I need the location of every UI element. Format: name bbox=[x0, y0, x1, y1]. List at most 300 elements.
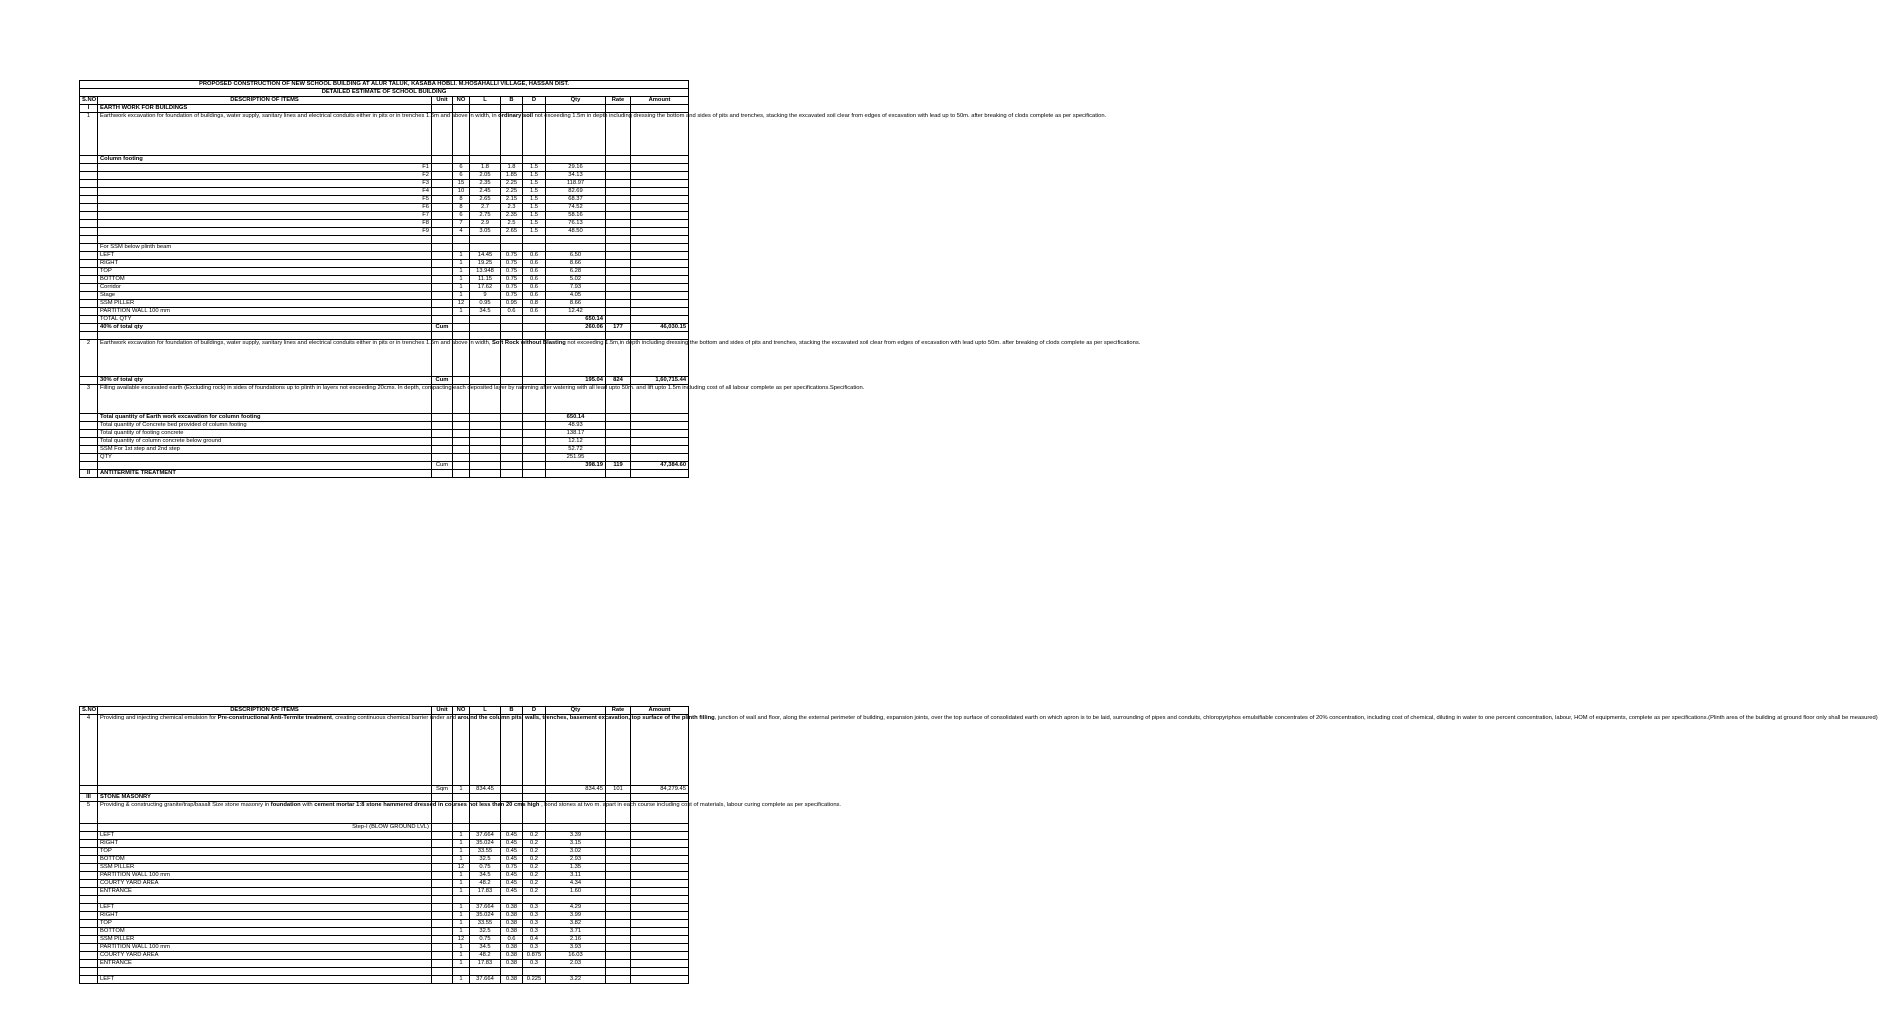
breadth: 0.45 bbox=[501, 880, 523, 888]
length: 37.664 bbox=[470, 976, 501, 984]
row-label: SSM For 1st step and 2nd step bbox=[98, 446, 432, 454]
length: 32.5 bbox=[470, 928, 501, 936]
unit: Cum bbox=[432, 324, 453, 332]
item-row bbox=[80, 340, 689, 377]
row-label: BOTTOM bbox=[98, 856, 432, 864]
table-row bbox=[80, 880, 689, 888]
breadth: 0.38 bbox=[501, 928, 523, 936]
row-label: COURTY YARD AREA bbox=[98, 880, 432, 888]
table-row bbox=[80, 204, 689, 212]
length: 35.024 bbox=[470, 840, 501, 848]
column-header-row bbox=[80, 707, 689, 715]
depth: 1.5 bbox=[523, 212, 546, 220]
breadth: 2.25 bbox=[501, 180, 523, 188]
item-description: Earthwork excavation for foundation of buildings, water supply, sanitary lines and electrical conduits either in pits or in trenches 1.5m and above in width, Soft Rock without Blasting not exceeding 1.5m,in depth including dressing the bottom and sides of pits and trenches, stacking the excavated soil clear from edges of excavation with lead upto 50m. after breaking of clods complete as per specifications. bbox=[98, 340, 432, 377]
table-row bbox=[80, 422, 689, 430]
row-label: LEFT bbox=[98, 904, 432, 912]
length: 0.95 bbox=[470, 300, 501, 308]
count: 1 bbox=[453, 912, 470, 920]
qty: 12.12 bbox=[546, 438, 606, 446]
row-label: SSM PILLER bbox=[98, 300, 432, 308]
col-header: Unit bbox=[432, 707, 453, 715]
length: 34.5 bbox=[470, 944, 501, 952]
section-number: I bbox=[80, 105, 98, 113]
table-row bbox=[80, 944, 689, 952]
depth: 0.3 bbox=[523, 928, 546, 936]
row-label: F3 bbox=[98, 180, 432, 188]
row-label: LEFT bbox=[98, 252, 432, 260]
count: 1 bbox=[453, 976, 470, 984]
depth: 0.2 bbox=[523, 888, 546, 896]
depth: 0.3 bbox=[523, 904, 546, 912]
table-row bbox=[80, 212, 689, 220]
count: 12 bbox=[453, 864, 470, 872]
breadth: 0.75 bbox=[501, 252, 523, 260]
subheading-row bbox=[80, 156, 689, 164]
breadth: 0.38 bbox=[501, 904, 523, 912]
table-row bbox=[80, 220, 689, 228]
breadth: 0.38 bbox=[501, 920, 523, 928]
table-row bbox=[80, 292, 689, 300]
row-label: TOP bbox=[98, 848, 432, 856]
qty: 3.02 bbox=[546, 848, 606, 856]
count: 1 bbox=[453, 292, 470, 300]
item-row bbox=[80, 113, 689, 156]
table-row bbox=[80, 430, 689, 438]
count: 15 bbox=[453, 180, 470, 188]
count: 1 bbox=[453, 786, 470, 794]
qty: 3.15 bbox=[546, 840, 606, 848]
depth: 0.2 bbox=[523, 840, 546, 848]
qty: 58.16 bbox=[546, 212, 606, 220]
length: 1.8 bbox=[470, 164, 501, 172]
depth: 1.5 bbox=[523, 220, 546, 228]
length: 17.62 bbox=[470, 284, 501, 292]
rate: 824 bbox=[606, 377, 631, 385]
item-description: Earthwork excavation for foundation of buildings, water supply, sanitary lines and electrical conduits either in pits or in trenches 1.5m and above in width, in ordinary soil not exceeding 1.5m in depth including dressing the bottom and sides of pits and trenches, stacking the excavated soil clear from edges of excavation with lead up to 50m. after breaking of clods complete as per specification. bbox=[98, 113, 432, 156]
row-label: F6 bbox=[98, 204, 432, 212]
row-label: TOP bbox=[98, 920, 432, 928]
section-title: EARTH WORK FOR BUILDINGS bbox=[98, 105, 432, 113]
row-label: BOTTOM bbox=[98, 276, 432, 284]
col-header: DESCRIPTION OF ITEMS bbox=[98, 97, 432, 105]
depth: 0.2 bbox=[523, 872, 546, 880]
row-label: Total quantity of footing concrete bbox=[98, 430, 432, 438]
table-row bbox=[80, 976, 689, 984]
qty: 195.04 bbox=[546, 377, 606, 385]
col-header: D bbox=[523, 707, 546, 715]
item-description: Filling available excavated earth (Excluding rock) in sides of foundations up to plinth in layers not exceeding 20cms. In depth, compacting each deposited layer by ramming after watering with all lead upto 50m. and lift upto 1.5m including cost of all labour complete as per specifications.Specification. bbox=[98, 385, 432, 414]
count: 1 bbox=[453, 960, 470, 968]
table-row bbox=[80, 276, 689, 284]
row-label: QTY bbox=[98, 454, 432, 462]
breadth: 0.75 bbox=[501, 864, 523, 872]
amount: 46,030.15 bbox=[631, 324, 689, 332]
item-total-row bbox=[80, 462, 689, 470]
table-row bbox=[80, 856, 689, 864]
table-row bbox=[80, 414, 689, 422]
column-header-row bbox=[80, 97, 689, 105]
qty: 3.99 bbox=[546, 912, 606, 920]
col-header: NO bbox=[453, 97, 470, 105]
table-row bbox=[80, 268, 689, 276]
row-label: Stage bbox=[98, 292, 432, 300]
table-row bbox=[80, 172, 689, 180]
item-number: 4 bbox=[80, 715, 98, 786]
unit: Sqm bbox=[432, 786, 453, 794]
count: 12 bbox=[453, 936, 470, 944]
amount: 47,384.60 bbox=[631, 462, 689, 470]
row-label: F8 bbox=[98, 220, 432, 228]
qty: 3.22 bbox=[546, 976, 606, 984]
length: 17.83 bbox=[470, 888, 501, 896]
item-description: Providing and injecting chemical emulsion for Pre-constructional Anti-Termite treatment, creating continuous chemical barrier under and around the column pits, walls, trenches, basement excavation, top surface of the plinth filling, junction of wall and floor, along the external perimeter of building, expansion joints, over the top surface of consolidated earth on which apron is to be laid, surrounding of pipes and conduits, chloropyriphos emulsifiable concentrates of 20% concentration, including cost of chemical, diluting in water to one percent concentration, labour, HOM of equipments, complete as per specifications.(Plinth area of the building at ground floor only shall be measured) bbox=[98, 715, 432, 786]
row-label: F5 bbox=[98, 196, 432, 204]
count: 1 bbox=[453, 840, 470, 848]
col-header: Rate bbox=[606, 97, 631, 105]
table-row bbox=[80, 308, 689, 316]
col-header: Unit bbox=[432, 97, 453, 105]
qty: 68.37 bbox=[546, 196, 606, 204]
item-total-row bbox=[80, 786, 689, 794]
count: 1 bbox=[453, 880, 470, 888]
total-qty: 650.14 bbox=[546, 316, 606, 324]
depth: 0.6 bbox=[523, 276, 546, 284]
depth: 1.5 bbox=[523, 196, 546, 204]
qty: 3.11 bbox=[546, 872, 606, 880]
breadth: 0.45 bbox=[501, 848, 523, 856]
breadth: 0.45 bbox=[501, 888, 523, 896]
length: 33.55 bbox=[470, 848, 501, 856]
col-header: B bbox=[501, 707, 523, 715]
qty: 8.66 bbox=[546, 300, 606, 308]
qty: 8.66 bbox=[546, 260, 606, 268]
ssm-rows bbox=[80, 252, 689, 316]
depth: 0.6 bbox=[523, 252, 546, 260]
amount: 1,60,715.44 bbox=[631, 377, 689, 385]
table-row bbox=[80, 872, 689, 880]
count: 1 bbox=[453, 260, 470, 268]
qty: 74.52 bbox=[546, 204, 606, 212]
depth: 1.5 bbox=[523, 228, 546, 236]
row-label: COURTY YARD AREA bbox=[98, 952, 432, 960]
breadth: 0.45 bbox=[501, 840, 523, 848]
table-row bbox=[80, 188, 689, 196]
breadth: 0.38 bbox=[501, 912, 523, 920]
qty: 16.03 bbox=[546, 952, 606, 960]
row-label: LEFT bbox=[98, 832, 432, 840]
length: 37.664 bbox=[470, 904, 501, 912]
depth: 0.4 bbox=[523, 936, 546, 944]
length: 2.65 bbox=[470, 196, 501, 204]
length: 35.024 bbox=[470, 912, 501, 920]
col-header: Amount bbox=[631, 97, 689, 105]
qty: 7.93 bbox=[546, 284, 606, 292]
count: 1 bbox=[453, 944, 470, 952]
row-label: BOTTOM bbox=[98, 928, 432, 936]
length: 34.5 bbox=[470, 872, 501, 880]
count: 1 bbox=[453, 848, 470, 856]
rate: 101 bbox=[606, 786, 631, 794]
table-row bbox=[80, 438, 689, 446]
row-label: PARTITION WALL 100 mm bbox=[98, 872, 432, 880]
row-label: SSM PILLER bbox=[98, 864, 432, 872]
row-label: RIGHT bbox=[98, 260, 432, 268]
qty: 5.02 bbox=[546, 276, 606, 284]
footing-rows bbox=[80, 164, 689, 236]
row-label: F4 bbox=[98, 188, 432, 196]
item-number: 3 bbox=[80, 385, 98, 414]
count: 1 bbox=[453, 832, 470, 840]
row-label: Total quantity of Earth work excavation for column footing bbox=[98, 414, 432, 422]
breadth: 1.85 bbox=[501, 172, 523, 180]
table-row bbox=[80, 252, 689, 260]
depth: 1.5 bbox=[523, 180, 546, 188]
breadth: 0.38 bbox=[501, 952, 523, 960]
step-label-row bbox=[80, 824, 689, 832]
depth: 0.6 bbox=[523, 284, 546, 292]
depth: 0.8 bbox=[523, 300, 546, 308]
estimate-sheet-page-2 bbox=[79, 706, 1878, 984]
qty: 4.34 bbox=[546, 880, 606, 888]
depth: 0.6 bbox=[523, 260, 546, 268]
item-number: 5 bbox=[80, 802, 98, 824]
depth: 0.3 bbox=[523, 920, 546, 928]
row-label: Total quantity of Concrete bed provided of column footing bbox=[98, 422, 432, 430]
table-row bbox=[80, 848, 689, 856]
depth: 0.2 bbox=[523, 848, 546, 856]
col-header: S.NO bbox=[80, 97, 98, 105]
depth: 0.875 bbox=[523, 952, 546, 960]
count: 1 bbox=[453, 268, 470, 276]
section-row bbox=[80, 470, 689, 478]
qty: 52.72 bbox=[546, 446, 606, 454]
length: 834.45 bbox=[470, 786, 501, 794]
qty: 650.14 bbox=[546, 414, 606, 422]
count: 10 bbox=[453, 188, 470, 196]
table-row bbox=[80, 912, 689, 920]
item-row bbox=[80, 385, 689, 414]
sheet-subtitle: DETAILED ESTIMATE OF SCHOOL BUILDING bbox=[80, 89, 689, 97]
depth: 0.225 bbox=[523, 976, 546, 984]
estimate-sheet-page-1 bbox=[79, 80, 1141, 478]
depth: 1.5 bbox=[523, 172, 546, 180]
table-row bbox=[80, 260, 689, 268]
percent-row bbox=[80, 324, 689, 332]
breadth: 0.75 bbox=[501, 276, 523, 284]
row-label: F7 bbox=[98, 212, 432, 220]
breadth: 2.25 bbox=[501, 188, 523, 196]
qty: 834.45 bbox=[546, 786, 606, 794]
table-row bbox=[80, 840, 689, 848]
table-row bbox=[80, 300, 689, 308]
depth: 0.6 bbox=[523, 308, 546, 316]
length: 11.15 bbox=[470, 276, 501, 284]
count: 6 bbox=[453, 164, 470, 172]
step-label: Step-I (BLOW GROUND LVL) bbox=[98, 824, 432, 832]
depth: 0.2 bbox=[523, 856, 546, 864]
table-row bbox=[80, 284, 689, 292]
item-description: Providing & constructing granite/trap/basalt Size stone masonry in foundation with cement mortar 1:8 stone hammered dressed in courses not less than 20 cms high , bond stones at two m. apart in each course including cost of materials, labour curing complete as per specifications. bbox=[98, 802, 432, 824]
count: 12 bbox=[453, 300, 470, 308]
breadth: 0.38 bbox=[501, 944, 523, 952]
count: 1 bbox=[453, 856, 470, 864]
breadth: 0.45 bbox=[501, 872, 523, 880]
depth: 1.5 bbox=[523, 164, 546, 172]
rate: 119 bbox=[606, 462, 631, 470]
row-label: SSM PILLER bbox=[98, 936, 432, 944]
breadth: 0.95 bbox=[501, 300, 523, 308]
qty: 48.50 bbox=[546, 228, 606, 236]
breadth: 0.6 bbox=[501, 308, 523, 316]
count: 1 bbox=[453, 284, 470, 292]
length: 0.75 bbox=[470, 936, 501, 944]
length: 9 bbox=[470, 292, 501, 300]
amount: 84,279.45 bbox=[631, 786, 689, 794]
length: 37.664 bbox=[470, 832, 501, 840]
table-row bbox=[80, 454, 689, 462]
count: 8 bbox=[453, 196, 470, 204]
sheet-title: PROPOSED CONSTRUCTION OF NEW SCHOOL BUILDING AT ALUR TALUK, KASABA HOBLI. M.HOSAHALLI VILLAGE, HASSAN DIST. bbox=[80, 81, 689, 89]
fill-rows bbox=[80, 414, 689, 462]
breadth: 0.45 bbox=[501, 856, 523, 864]
row-label: PARTITION WALL 100 mm bbox=[98, 308, 432, 316]
count: 1 bbox=[453, 252, 470, 260]
item-row bbox=[80, 715, 689, 786]
qty: 1.35 bbox=[546, 864, 606, 872]
depth: 0.6 bbox=[523, 292, 546, 300]
length: 48.2 bbox=[470, 952, 501, 960]
qty: 48.93 bbox=[546, 422, 606, 430]
unit: Cum bbox=[432, 377, 453, 385]
row-label: F2 bbox=[98, 172, 432, 180]
depth: 1.5 bbox=[523, 204, 546, 212]
qty: 3.82 bbox=[546, 920, 606, 928]
subheading: For SSM below plinth beam bbox=[98, 244, 432, 252]
length: 2.35 bbox=[470, 180, 501, 188]
table-row bbox=[80, 832, 689, 840]
row-label: ENTRANCE bbox=[98, 960, 432, 968]
total-row bbox=[80, 316, 689, 324]
breadth: 0.75 bbox=[501, 268, 523, 276]
length: 2.7 bbox=[470, 204, 501, 212]
qty: 6.50 bbox=[546, 252, 606, 260]
length: 13.948 bbox=[470, 268, 501, 276]
step2-rows bbox=[80, 904, 689, 968]
percent-label: 40% of total qty bbox=[98, 324, 432, 332]
row-label: RIGHT bbox=[98, 912, 432, 920]
qty: 2.93 bbox=[546, 856, 606, 864]
col-header: L bbox=[470, 97, 501, 105]
table-row bbox=[80, 228, 689, 236]
qty: 6.28 bbox=[546, 268, 606, 276]
section-row bbox=[80, 794, 689, 802]
count: 1 bbox=[453, 888, 470, 896]
length: 3.05 bbox=[470, 228, 501, 236]
length: 0.75 bbox=[470, 864, 501, 872]
subheading-row bbox=[80, 244, 689, 252]
qty: 260.06 bbox=[546, 324, 606, 332]
qty: 4.05 bbox=[546, 292, 606, 300]
unit: Cum bbox=[432, 462, 453, 470]
count: 1 bbox=[453, 872, 470, 880]
length: 2.9 bbox=[470, 220, 501, 228]
item-number: 2 bbox=[80, 340, 98, 377]
qty: 76.13 bbox=[546, 220, 606, 228]
qty: 251.95 bbox=[546, 454, 606, 462]
section-title: STONE MASONRY bbox=[98, 794, 432, 802]
breadth: 2.15 bbox=[501, 196, 523, 204]
length: 2.75 bbox=[470, 212, 501, 220]
row-label: LEFT bbox=[98, 976, 432, 984]
count: 8 bbox=[453, 204, 470, 212]
rate: 177 bbox=[606, 324, 631, 332]
row-label: ENTRANCE bbox=[98, 888, 432, 896]
depth: 0.3 bbox=[523, 912, 546, 920]
table-row bbox=[80, 180, 689, 188]
length: 17.83 bbox=[470, 960, 501, 968]
breadth: 0.75 bbox=[501, 260, 523, 268]
qty: 4.29 bbox=[546, 904, 606, 912]
qty: 1.60 bbox=[546, 888, 606, 896]
col-header: D bbox=[523, 97, 546, 105]
count: 1 bbox=[453, 308, 470, 316]
section-number: III bbox=[80, 794, 98, 802]
qty: 3.71 bbox=[546, 928, 606, 936]
count: 1 bbox=[453, 928, 470, 936]
col-header: B bbox=[501, 97, 523, 105]
length: 32.5 bbox=[470, 856, 501, 864]
length: 19.25 bbox=[470, 260, 501, 268]
count: 4 bbox=[453, 228, 470, 236]
row-label: Total quantity of column concrete below ground bbox=[98, 438, 432, 446]
table-row bbox=[80, 960, 689, 968]
qty: 12.42 bbox=[546, 308, 606, 316]
breadth: 2.65 bbox=[501, 228, 523, 236]
table-row bbox=[80, 196, 689, 204]
length: 48.2 bbox=[470, 880, 501, 888]
length: 33.55 bbox=[470, 920, 501, 928]
step1-rows bbox=[80, 832, 689, 896]
section-number: II bbox=[80, 470, 98, 478]
breadth: 0.75 bbox=[501, 284, 523, 292]
count: 1 bbox=[453, 276, 470, 284]
breadth: 0.75 bbox=[501, 292, 523, 300]
depth: 1.5 bbox=[523, 188, 546, 196]
count: 6 bbox=[453, 212, 470, 220]
col-header: S.NO bbox=[80, 707, 98, 715]
section-title: ANTITERMITE TREATMENT bbox=[98, 470, 432, 478]
table-row bbox=[80, 936, 689, 944]
row-label: F9 bbox=[98, 228, 432, 236]
qty: 2.16 bbox=[546, 936, 606, 944]
depth: 0.6 bbox=[523, 268, 546, 276]
qty: 82.69 bbox=[546, 188, 606, 196]
breadth: 0.45 bbox=[501, 832, 523, 840]
table-row bbox=[80, 164, 689, 172]
section-row bbox=[80, 105, 689, 113]
depth: 0.2 bbox=[523, 880, 546, 888]
length: 2.05 bbox=[470, 172, 501, 180]
length: 34.5 bbox=[470, 308, 501, 316]
qty: 398.19 bbox=[546, 462, 606, 470]
table-row bbox=[80, 920, 689, 928]
breadth: 0.6 bbox=[501, 936, 523, 944]
table-row bbox=[80, 864, 689, 872]
item-number: 1 bbox=[80, 113, 98, 156]
length: 2.45 bbox=[470, 188, 501, 196]
table-row bbox=[80, 888, 689, 896]
